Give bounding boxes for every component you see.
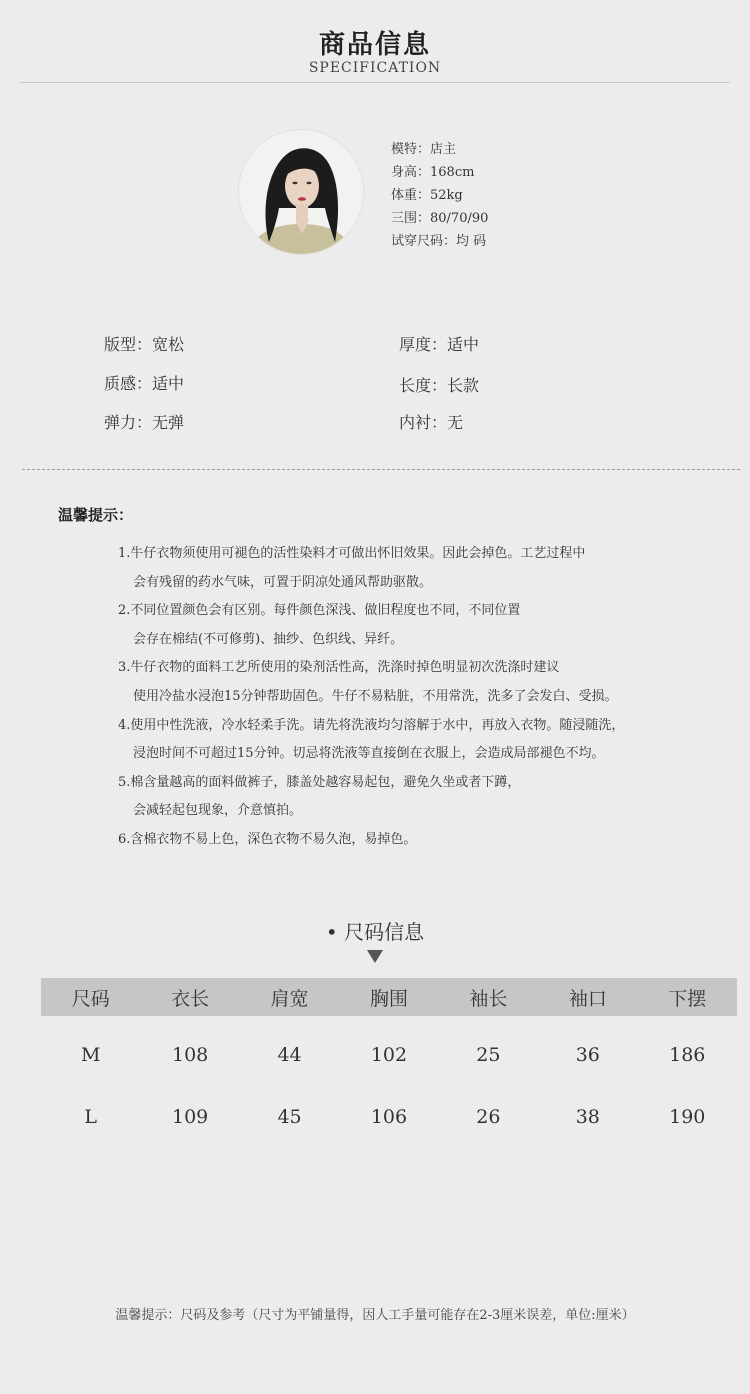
model-height: 身高：168cm bbox=[391, 165, 475, 180]
table-cell: 44 bbox=[277, 1044, 302, 1066]
table-cell: 108 bbox=[172, 1044, 209, 1066]
table-cell: 38 bbox=[575, 1106, 600, 1128]
table-cell: L bbox=[84, 1106, 98, 1128]
table-cell: 109 bbox=[172, 1106, 209, 1128]
attr-elasticity: 弹力：无弹 bbox=[104, 413, 185, 432]
size-table bbox=[41, 978, 737, 1148]
page-title: 商品信息 bbox=[318, 30, 431, 60]
size-info-heading: • 尺码信息 bbox=[325, 920, 425, 944]
table-cell: M bbox=[80, 1044, 101, 1066]
table-cell: 106 bbox=[370, 1106, 408, 1128]
page-subtitle: SPECIFICATION bbox=[308, 60, 442, 76]
table-cell: 26 bbox=[476, 1106, 501, 1128]
model-name: 模特：店主 bbox=[391, 142, 457, 157]
column-header: 下摆 bbox=[668, 987, 707, 1010]
tip-line: 3.牛仔衣物的面料工艺所使用的染剂活性高，洗涤时掉色明显初次洗涤时建议 bbox=[118, 660, 560, 676]
table-cell: 102 bbox=[370, 1044, 408, 1066]
tip-line: 会存在棉结(不可修剪)、抽纱、色织线、异纤。 bbox=[133, 631, 404, 647]
table-cell: 25 bbox=[476, 1044, 501, 1066]
down-arrow-icon bbox=[367, 950, 383, 963]
column-header: 袖长 bbox=[469, 987, 508, 1010]
attr-fit: 版型：宽松 bbox=[104, 335, 185, 354]
tip-line: 2.不同位置颜色会有区别。每件颜色深浅、做旧程度也不同，不同位置 bbox=[118, 603, 521, 619]
model-portrait-image bbox=[239, 130, 363, 254]
header-divider bbox=[20, 82, 730, 83]
table-cell: 186 bbox=[669, 1044, 706, 1066]
model-tried-size: 试穿尺码：均 码 bbox=[391, 234, 487, 249]
tip-line: 会减轻起包现象，介意慎拍。 bbox=[133, 803, 303, 819]
model-measurements: 三围：80/70/90 bbox=[391, 211, 489, 226]
tip-line: 6.含棉衣物不易上色，深色衣物不易久泡，易掉色。 bbox=[118, 831, 417, 847]
attr-length: 长度：长款 bbox=[399, 376, 480, 395]
tips-title: 温馨提示： bbox=[58, 506, 134, 524]
attr-lining: 内衬：无 bbox=[399, 413, 464, 432]
column-header: 衣长 bbox=[171, 987, 210, 1010]
tips-list bbox=[118, 540, 624, 855]
attr-thickness: 厚度：适中 bbox=[399, 335, 480, 354]
table-row bbox=[41, 1086, 737, 1148]
table-cell: 190 bbox=[669, 1106, 706, 1128]
model-weight: 体重：52kg bbox=[391, 188, 463, 203]
tip-line: 浸泡时间不可超过15分钟。切忌将洗液等直接倒在衣服上，会造成局部褪色不均。 bbox=[133, 746, 605, 762]
column-header: 袖口 bbox=[568, 987, 607, 1010]
attr-texture: 质感：适中 bbox=[104, 374, 185, 393]
table-cell: 36 bbox=[575, 1044, 600, 1066]
column-header: 肩宽 bbox=[270, 987, 309, 1010]
footer-note: 温馨提示：尺码及参考（尺寸为平铺量得，因人工手量可能存在2-3厘米误差，单位:厘米） bbox=[115, 1308, 635, 1323]
tip-line: 1.牛仔衣物须使用可褪色的活性染料才可做出怀旧效果。因此会掉色。工艺过程中 bbox=[118, 546, 586, 561]
model-info bbox=[391, 138, 488, 253]
tip-line: 4.使用中性洗液，冷水轻柔手洗。请先将洗液均匀溶解于水中，再放入衣物。随浸随洗， bbox=[118, 717, 625, 733]
tip-line: 5.棉含量越高的面料做裤子，膝盖处越容易起包，避免久坐或者下蹲， bbox=[118, 774, 521, 790]
column-header: 尺码 bbox=[71, 987, 110, 1010]
tip-line: 会有残留的药水气味，可置于阴凉处通风帮助驱散。 bbox=[133, 574, 433, 590]
model-avatar bbox=[239, 130, 363, 254]
tip-line: 使用冷盐水浸泡15分钟帮助固色。牛仔不易粘脏，不用常洗，洗多了会发白、受损。 bbox=[133, 688, 618, 704]
table-cell: 45 bbox=[277, 1106, 302, 1128]
column-header: 胸围 bbox=[369, 987, 408, 1010]
size-table-header bbox=[41, 978, 737, 1016]
table-row bbox=[41, 1024, 737, 1086]
section-divider bbox=[22, 469, 740, 470]
